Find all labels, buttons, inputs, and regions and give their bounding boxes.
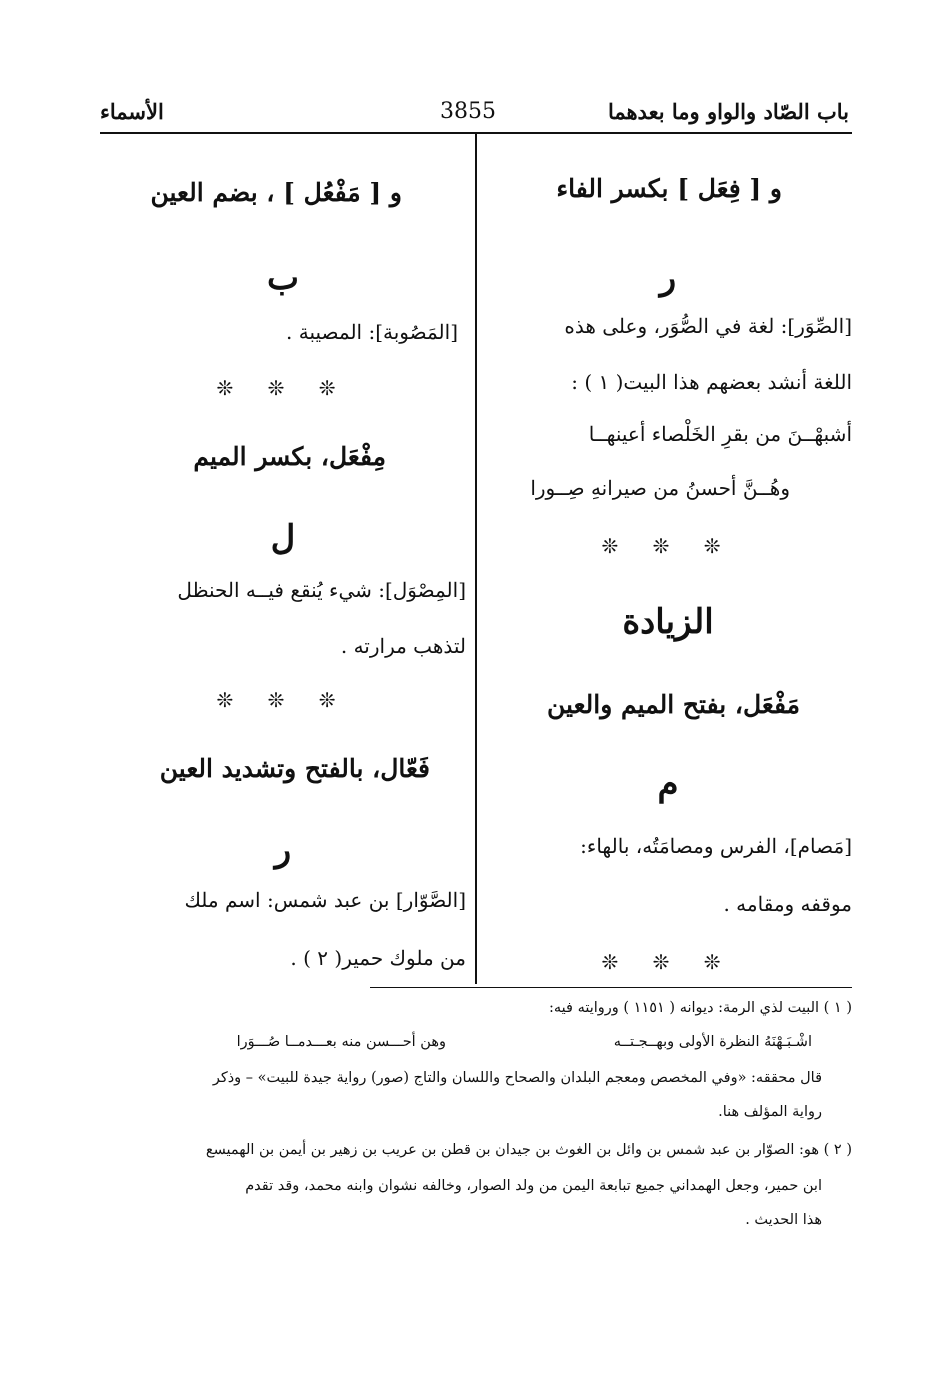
- footnotes: [100, 994, 852, 1244]
- separator-stars: ❊ ❊ ❊: [601, 950, 735, 974]
- footnote-1-line2: قال محققه: «وفي المخصص ومعجم البلدان والصحاح واللسان والتاج (صور) رواية جيدة للبيت» – وذكر: [212, 1070, 822, 1086]
- footnote-1-verse-b: وهن أحـــسن منه بعـــدمــا صُـــوَرا: [236, 1034, 446, 1050]
- letter-heading-ba: ب: [266, 258, 299, 298]
- heading-fiaal: و [ فِعَل ] بكسر الفاء: [556, 174, 782, 203]
- entry-miswal-line1: [المِصْوَل]: شيء يُنقع فيــه الحنظل: [177, 578, 466, 602]
- footnote-1-line3: رواية المؤلف هنا.: [718, 1104, 822, 1120]
- footnote-rule: [370, 987, 852, 988]
- page-number: 3855: [440, 99, 496, 124]
- footnote-2-line2: ابن حمير، وجعل الهمداني جميع تبابعة اليمن من ولد الصوار، وخالفه نشوان وابنه محمد، وقد تقدم: [245, 1178, 822, 1194]
- letter-heading-lam: ل: [270, 518, 296, 558]
- running-head-chapter: باب الصّاد والواو وما بعدهما: [607, 99, 849, 124]
- heading-mafual: و [ مَفْعُل ] ، بضم العين: [150, 178, 402, 207]
- entry-masam-line1: [مَصام]، الفرس ومصامَتُه، بالهاء:: [580, 834, 852, 858]
- entry-suwar-line1: [الصِّوَر]: لغة في الصُّوَر، وعلى هذه: [564, 314, 852, 338]
- footnote-1-line1: ( ١ ) البيت لذي الرمة: ديوانه ( ١١٥١ ) وروايته فيه:: [549, 1000, 852, 1016]
- footnote-2-line1: ( ٢ ) هو: الصوّار بن عبد شمس بن وائل بن الغوث بن جيدان بن قطن بن عريب بن زهير بن أيمن بن الهميسع: [205, 1142, 852, 1158]
- letter-heading-ra: ر: [274, 830, 292, 870]
- separator-stars: ❊ ❊ ❊: [216, 688, 350, 712]
- entry-masam-line2: موقفه ومقامه .: [723, 892, 852, 916]
- footnote-2-line3: هذا الحديث .: [745, 1212, 822, 1228]
- verse-line1: أشبهْــنَ من بقرِ الخَلْصاء أعينهــا: [588, 422, 852, 446]
- heading-mafal: مَفْعَل، بفتح الميم والعين: [547, 690, 800, 719]
- separator-stars: ❊ ❊ ❊: [601, 534, 735, 558]
- footnote-1-verse-a: اشْـبَـهْنَهُ النظرة الأولى وبهــجـتــه: [613, 1034, 812, 1050]
- running-head-section: الأسماء: [100, 99, 164, 124]
- letter-heading-ra: ر: [659, 258, 677, 298]
- right-column: [484, 150, 852, 980]
- entry-suwar-line2: اللغة أنشد بعضهم هذا البيت( ١ ) :: [571, 370, 852, 394]
- entry-sawwar-line2: من ملوك حمير( ٢ ) .: [290, 946, 466, 970]
- section-title-ziyada: الزيادة: [622, 602, 714, 642]
- entry-miswal-line2: لتذهب مرارته .: [340, 634, 466, 658]
- separator-stars: ❊ ❊ ❊: [216, 376, 350, 400]
- heading-mifal: مِفْعَل، بكسر الميم: [193, 442, 386, 471]
- letter-heading-mim: م: [657, 764, 679, 804]
- left-column: [100, 150, 466, 980]
- verse-line2: وهُــنَّ أحسنُ من صيرانهِ صِــورا: [530, 476, 790, 500]
- column-divider: [475, 134, 477, 984]
- entry-masuba: [المَصُوبة]: المصيبة .: [286, 320, 458, 344]
- entry-sawwar-line1: [الصَّوّار] بن عبد شمس: اسم ملك: [184, 888, 466, 912]
- heading-faaal: فَعّال، بالفتح وتشديد العين: [159, 754, 430, 783]
